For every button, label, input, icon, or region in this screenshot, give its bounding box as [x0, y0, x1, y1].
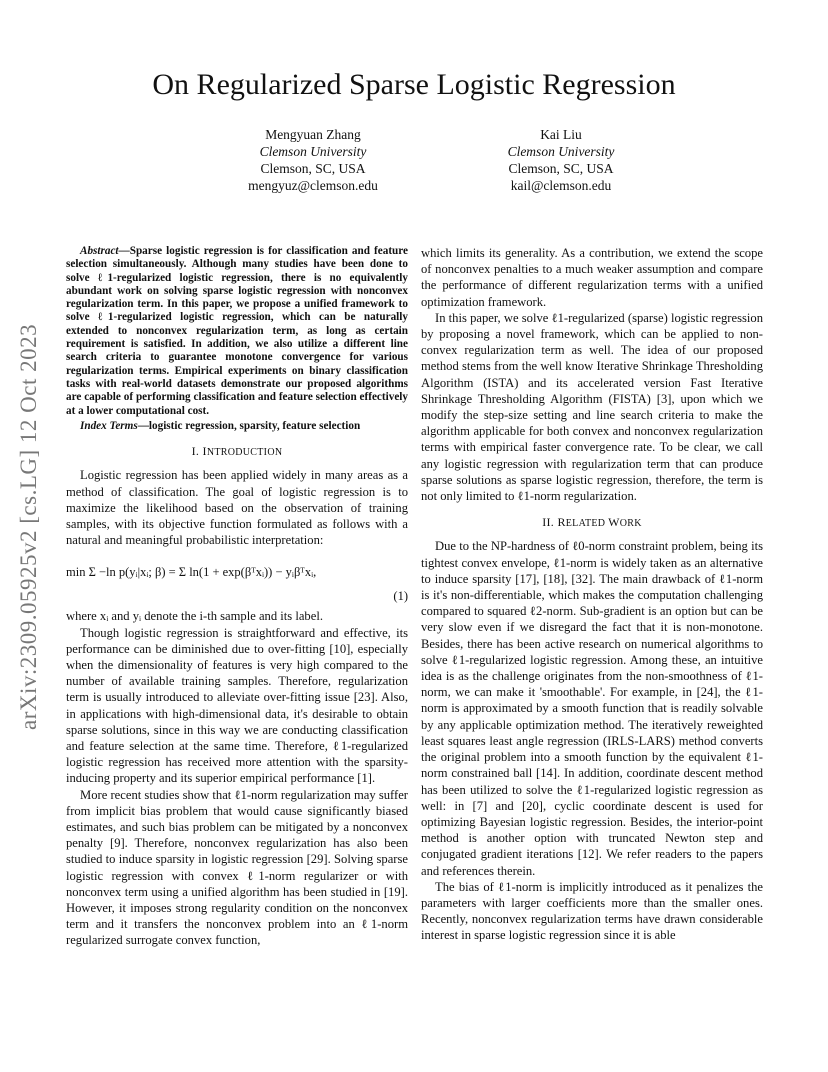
author-email: mengyuz@clemson.edu: [248, 178, 378, 193]
author-name: Mengyuan Zhang: [265, 127, 361, 142]
right-column: [421, 245, 763, 944]
intro-paragraph-1: Logistic regression has been applied widely in many areas as a method of classification. The goal of logistic regression is to maximize the likelihood based on the observation of training samples, with its objective function formulated as follows with a natural and meaningful probabilistic interpretation:: [66, 468, 408, 548]
index-terms-label: Index Terms: [80, 419, 138, 432]
arxiv-identifier: arXiv:2309.05925v2 [cs.LG] 12 Oct 2023: [16, 323, 41, 730]
section-heading-related-work: II. RELATED WORK: [542, 515, 642, 530]
abstract-label: Abstract: [80, 245, 119, 257]
related-work-paragraph-2: The bias of ℓ1-norm is implicitly introduced as it penalizes the parameters with larger coefficients more than the smaller ones. Recently, nonconvex regularization terms have drawn considerable interest in sparse logistic regression since it is able: [421, 879, 763, 943]
author-block-2: [436, 126, 686, 194]
index-terms: [66, 420, 408, 433]
author-location: Clemson, SC, USA: [260, 161, 366, 176]
abstract: [66, 245, 408, 418]
author-affiliation: Clemson University: [507, 144, 615, 159]
intro-paragraph-3: More recent studies show that ℓ1-norm regularization may suffer from implicit bias problem that would cause significantly biased estimates, and such bias problem can be mitigated by a nonconvex penalty [9]. Therefore, nonconvex regularization has also been studied to induce sparsity in logistic regression [29]. Solving sparse logistic regression with convex ℓ1-norm regularizer or with nonconvex term using a unified algorithm has been studied in [19]. However, it imposes strong regularity condition on the nonconvex term and it transfers the nonconvex problem into an ℓ1-norm regularized surrogate convex function,: [66, 787, 408, 948]
intro-paragraph-2: Though logistic regression is straightforward and effective, its performance can be diminished due to over-fitting [10], especially when the dimensionality of features is very high compared to the number of available training samples. Therefore, regularization term is usually introduced to alleviate over-fitting issue [23]. Also, in applications with high-dimensional data, it's desirable to obtain sparse solutions, since in this way we are conducting classification and feature selection at the same time. Therefore, ℓ1-regularized logistic regression has received more attention with the sparsity-inducing property and its superior empirical performance [1].: [66, 625, 408, 786]
left-column: [66, 245, 408, 949]
abstract-text: —Sparse logistic regression is for classification and feature selection simultaneously. Although many studies have been done to solve ℓ1-regularized logistic regression, there is no equivalently abundant work on solving sparse logistic regression with nonconvex regularization term. In this paper, we propose a unified framework to solve ℓ1-regularized logistic regression, which can be naturally extended to nonconvex regularization term, as long as certain requirement is satisfied. In addition, we also utilize a different line search criteria to guarantee monotone convergence for various regularization terms. Empirical experiments on binary classification tasks with real-world datasets demonstrate our proposed algorithms are capable of performing classification and feature selection effectively at a lower computational cost.: [66, 245, 408, 417]
equation-1: [66, 552, 408, 604]
author-location: Clemson, SC, USA: [508, 161, 614, 176]
author-email: kail@clemson.edu: [510, 178, 612, 193]
intro-paragraph-3-cont: which limits its generality. As a contribution, we extend the scope of nonconvex penalties to a much weaker assumption and compare the performance of different regularization terms with a unified optimization framework.: [421, 246, 763, 309]
equation-where-text: where xᵢ and yᵢ denote the i-th sample and its label.: [66, 609, 323, 624]
intro-paragraph-4: In this paper, we solve ℓ1-regularized (sparse) logistic regression by proposing a novel framework, which can be applied to non-convex regularization term as well. The idea of our proposed method stems from the well know Iterative Shrinkage Thresholding Algorithm (ISTA) and its accelerated version Fast Iterative Shrinkage Thresholding Algorithm (FISTA) [3], upon which we modify the step-size setting and line search criteria to make the algorithm applicable for both convex and nonconvex regularization terms with empirical faster convergence rate. To be clear, we call any logistic regression with regularization term that can produce sparse solutions as sparse logistic regression, therefore, the term is not only limited to ℓ1-norm regularization.: [421, 310, 763, 504]
section-heading-introduction: I. INTRODUCTION: [191, 444, 283, 459]
equation-number: (1): [393, 589, 408, 604]
author-name: Kai Liu: [540, 127, 582, 142]
related-work-paragraph-1: Due to the NP-hardness of ℓ0-norm constraint problem, being its tightest convex envelope, ℓ1-norm is widely taken as an alternative to induce sparsity [17], [18], [32]. The main drawback of ℓ1-norm is it's non-differentiable, which makes the computation challenging compared to squared ℓ2-norm. Sub-gradient is an option but can be very slow even if we disregard the fact that it is non-monotone. Besides, there has been active research on numerical algorithms to solve ℓ1-regularized logistic regression. Among these, an intuitive idea is as the challenge originates from the non-smoothness of ℓ1-norm, we can make it 'smoothable'. For example, in [24], the ℓ1-norm is approximated by a smooth function that is readily solvable by any applicable optimization method. The iteratively reweighted least squares least angle regression (IRLS-LARS) method converts the original problem into a smooth function by the equivalent ℓ1-norm constrained ball [14]. In addition, coordinate descent method has been utilized to solve the ℓ1-regularized logistic regression as well: in [7] and [20], cyclic coordinate descent is used for optimizing Bayesian logistic regression. Besides, the interior-point method is another option with truncated Newton step and conjugated gradient iterations [12]. We refer readers to the papers and references therein.: [421, 539, 763, 878]
index-terms-text: —logistic regression, sparsity, feature selection: [137, 419, 361, 432]
author-affiliation: Clemson University: [259, 144, 367, 159]
equation-body: min Σ −ln p(yᵢ|xᵢ; β) = Σ ln(1 + exp(βᵀxᵢ)) − yᵢβᵀxᵢ,: [66, 565, 317, 580]
paper-title: On Regularized Sparse Logistic Regression: [152, 68, 676, 101]
author-block-1: [188, 126, 438, 194]
